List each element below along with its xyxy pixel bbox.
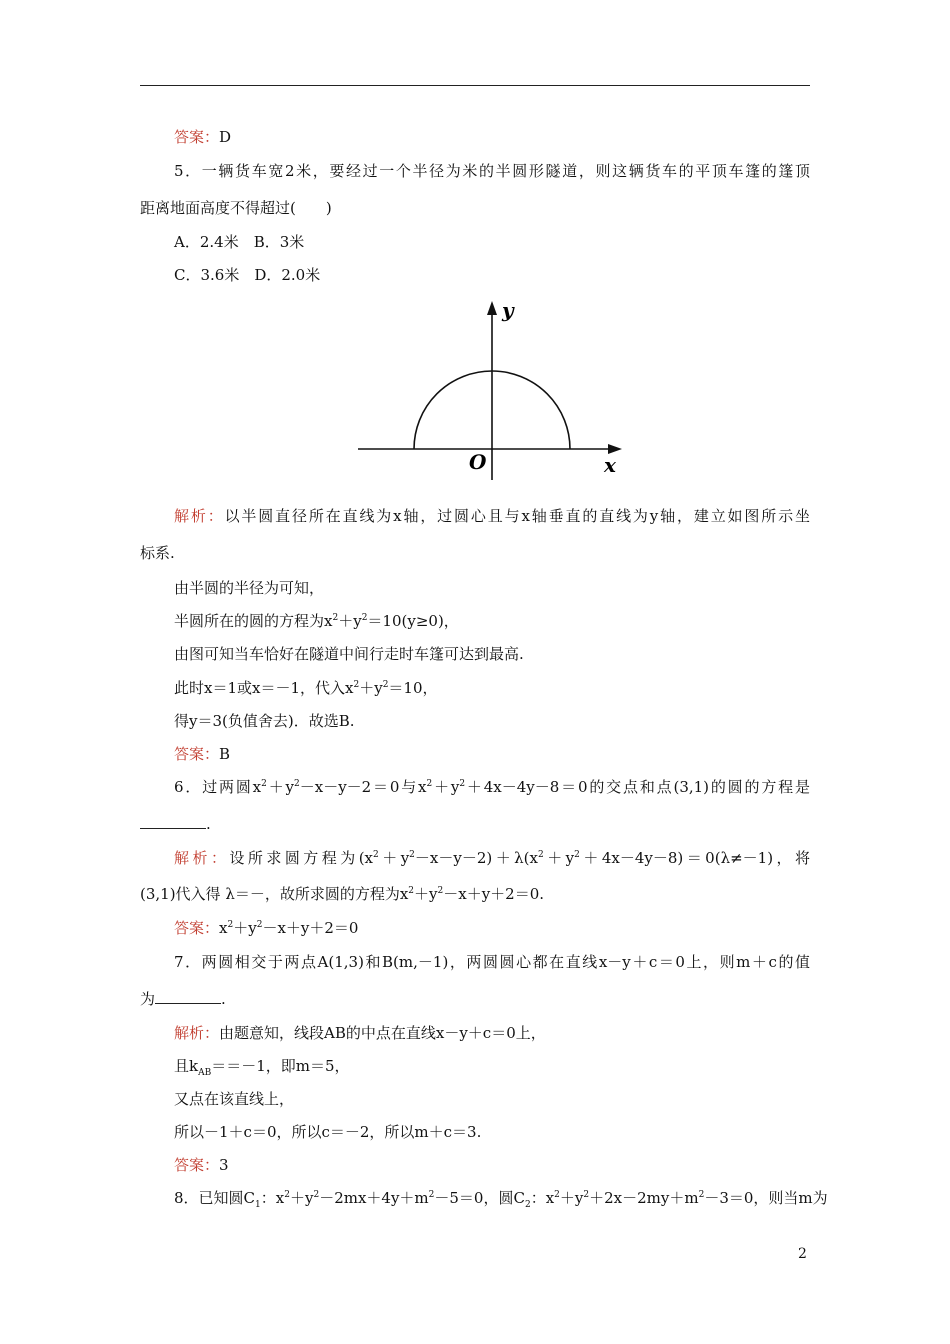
y-axis-label: y xyxy=(502,298,514,322)
question-6-line-2: . xyxy=(140,814,810,834)
answer-6: 答案：$x^2+y^2-x+y+2=0$ xyxy=(174,919,359,937)
page-number: 2 xyxy=(798,1246,807,1262)
solution-7-line-2: 且$k_{AB}==-1$，即m＝5， xyxy=(174,1057,350,1078)
question-5-options-ab: A．2.4米 B．3米 xyxy=(174,233,305,251)
solution-6-line-1: 解析：设所求圆方程为$(x^2+y^2-x-y-2)+\lambda(x^2+y^2+4x-4y-8)=0(\lambda\ne-1)$，将 xyxy=(174,849,810,867)
answer-value: D xyxy=(219,128,232,146)
header-rule xyxy=(140,85,810,86)
answer-label: 答案： xyxy=(174,919,220,937)
solution-5-line-7: 得y＝3(负值舍去)．故选B. xyxy=(174,712,355,730)
solution-label: 解析： xyxy=(174,507,225,525)
answer-value: 3 xyxy=(219,1156,229,1174)
answer-label: 答案： xyxy=(174,745,220,763)
y-axis-arrow xyxy=(487,301,497,315)
answer-label: 答案： xyxy=(174,128,220,146)
solution-label: 解析： xyxy=(174,849,230,867)
answer-value: B xyxy=(219,745,231,763)
answer-7 xyxy=(174,1155,810,1175)
solution-label: 解析： xyxy=(174,1024,220,1042)
origin-label: O xyxy=(469,450,487,474)
question-8-line-1: 8．已知圆$C_1$：$x^2+y^2-2mx+4y+m^2-5=0$，圆$C_2$：$x^2+y^2+2x-2my+m^2-3=0$，则当m为 xyxy=(174,1189,828,1210)
semicircle-figure xyxy=(350,295,630,485)
answer-blank xyxy=(155,989,221,1004)
solution-5-line-4: 半圆所在的圆的方程为$x^2+y^2=10(y\ge 0)$， xyxy=(174,612,459,630)
solution-7-line-3: 又点在该直线上， xyxy=(174,1090,295,1108)
solution-5-line-3: 由半圆的半径为可知， xyxy=(174,579,325,597)
question-5-line-1: 5．一辆货车宽2米，要经过一个半径为米的半圆形隧道，则这辆货车的平顶车篷的篷顶 xyxy=(174,162,810,180)
answer-4 xyxy=(174,127,810,147)
solution-7-line-1: 解析：由题意知，线段AB的中点在直线x－y＋c＝0上， xyxy=(174,1024,546,1042)
x-axis-label: x xyxy=(604,453,616,477)
solution-6-line-2: (3,1)代入得 λ＝－，故所求圆的方程为$x^2+y^2-x+y+2=0$. xyxy=(140,885,545,903)
solution-5-line-6: 此时x＝1或x＝－1，代入$x^2+y^2=10$， xyxy=(174,679,438,697)
question-5-line-2: 距离地面高度不得超过( ) xyxy=(140,199,332,217)
answer-blank xyxy=(140,814,206,829)
solution-5-line-5: 由图可知当车恰好在隧道中间行走时车篷可达到最高. xyxy=(174,645,524,663)
solution-5-line-1: 解析：以半圆直径所在直线为x轴，过圆心且与x轴垂直的直线为y轴，建立如图所示坐 xyxy=(174,507,810,525)
answer-5 xyxy=(174,744,810,764)
question-6-line-1: 6．过两圆$x^2+y^2-x-y-2=0$与$x^2+y^2+4x-4y-8=0$的交点和点(3,1)的圆的方程是 xyxy=(174,778,810,796)
answer-label: 答案： xyxy=(174,1156,220,1174)
question-5-options-cd: C．3.6米 D．2.0米 xyxy=(174,266,321,284)
question-7-line-1: 7．两圆相交于两点A(1,3)和B(m,－1)，两圆圆心都在直线x－y＋c＝0上，则m＋c的值 xyxy=(174,953,810,971)
solution-7-line-4: 所以－1＋c＝0，所以c＝－2，所以m＋c＝3. xyxy=(174,1123,482,1141)
solution-5-line-2: 标系. xyxy=(140,544,175,562)
question-7-line-2: 为 . xyxy=(140,990,226,1008)
